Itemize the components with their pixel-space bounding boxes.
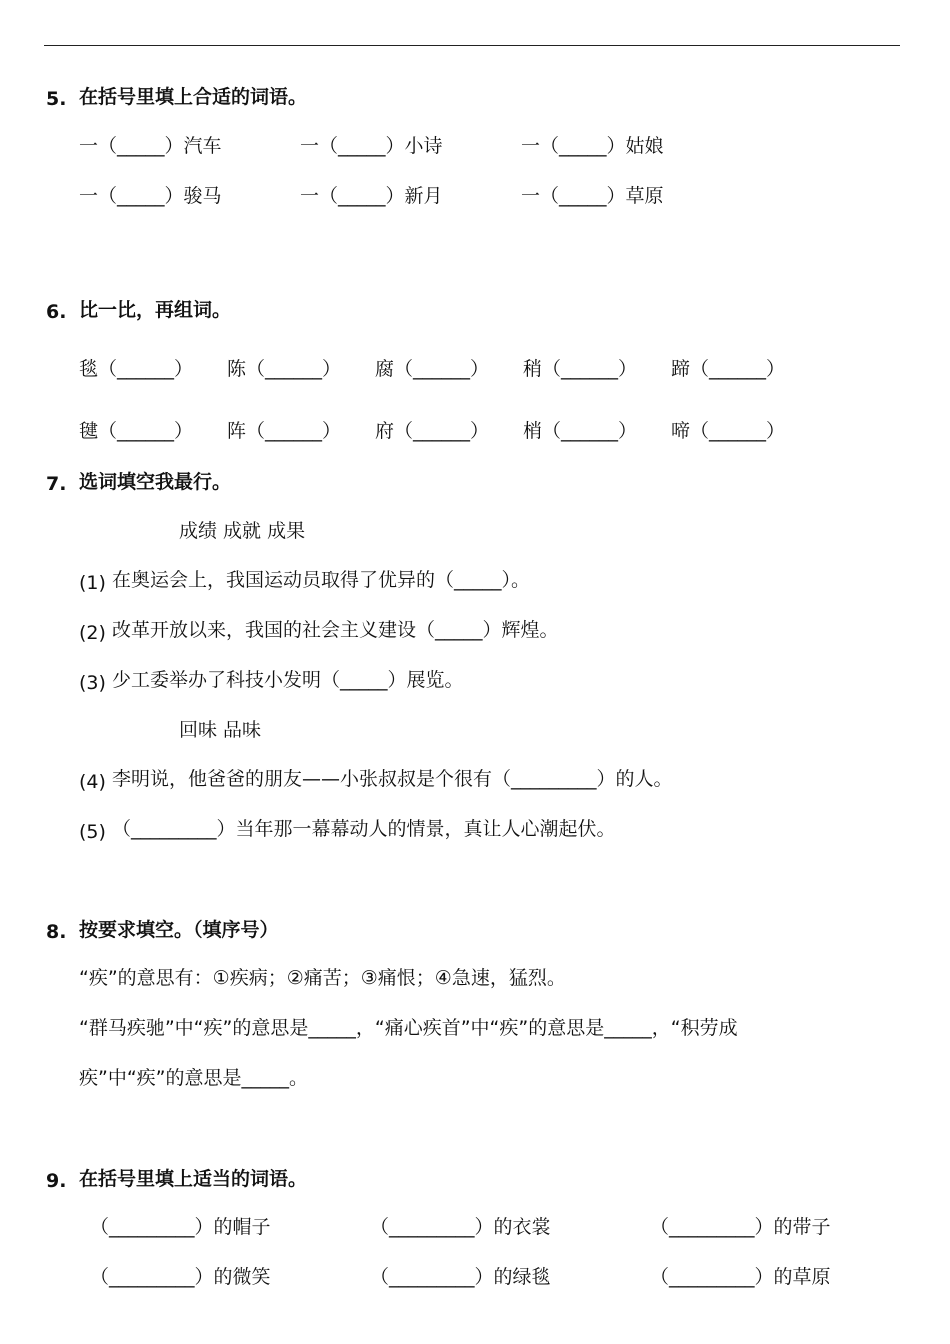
q5-item: 一（_____）小诗 — [300, 135, 443, 157]
q5-item: 一（_____）草原 — [521, 185, 664, 207]
q8-line: “群马疾驰”中“疾”的意思是_____，“痛心疾首”中“疾”的意思是_____，“积劳成 — [79, 1017, 738, 1039]
q7-item-number: (1) — [79, 572, 106, 594]
question-6-title: 比一比，再组词。 — [79, 299, 232, 321]
q7-word-choices-2: 回味 品味 — [179, 719, 262, 741]
question-8-title: 按要求填空。（填序号） — [79, 919, 279, 941]
q9-item: （_________）的衣裳 — [370, 1216, 551, 1238]
q5-item: 一（_____）新月 — [300, 185, 443, 207]
q6-item: 蹄（______） — [671, 358, 786, 380]
q7-word-choices-1: 成绩 成就 成果 — [179, 520, 306, 542]
q7-item-text: 改革开放以来，我国的社会主义建设（_____）辉煌。 — [112, 619, 559, 641]
q6-item: 稍（______） — [523, 358, 638, 380]
q6-item: 毽（______） — [79, 420, 194, 442]
header-rule — [44, 45, 900, 46]
q9-item: （_________）的帽子 — [90, 1216, 271, 1238]
q6-item: 毯（______） — [79, 358, 194, 380]
q5-item: 一（_____）姑娘 — [521, 135, 664, 157]
question-5-number: 5. — [46, 88, 67, 110]
question-9-title: 在括号里填上适当的词语。 — [79, 1168, 308, 1190]
question-9-number: 9. — [46, 1170, 67, 1192]
q7-item-number: (3) — [79, 672, 106, 694]
q6-item: 腐（______） — [375, 358, 490, 380]
question-8-number: 8. — [46, 921, 67, 943]
question-7-title: 选词填空我最行。 — [79, 471, 232, 493]
q7-item-number: (5) — [79, 821, 106, 843]
q9-item: （_________）的带子 — [650, 1216, 831, 1238]
q6-item: 啼（______） — [671, 420, 786, 442]
q6-item: 陈（______） — [227, 358, 342, 380]
q7-item-number: (4) — [79, 771, 106, 793]
q7-item-text: （_________）当年那一幕幕动人的情景，真让人心潮起伏。 — [112, 818, 616, 840]
q9-item: （_________）的微笑 — [90, 1266, 271, 1288]
question-6-number: 6. — [46, 301, 67, 323]
q7-item-number: (2) — [79, 622, 106, 644]
q5-item: 一（_____）骏马 — [79, 185, 222, 207]
q7-item-text: 李明说，他爸爸的朋友——小张叔叔是个很有（_________）的人。 — [112, 768, 673, 790]
question-5-title: 在括号里填上合适的词语。 — [79, 86, 308, 108]
q9-item: （_________）的绿毯 — [370, 1266, 551, 1288]
q6-item: 阵（______） — [227, 420, 342, 442]
q8-line: 疾”中“疾”的意思是_____。 — [79, 1067, 309, 1089]
q8-line: “疾”的意思有：①疾病；②痛苦；③痛恨；④急速，猛烈。 — [79, 967, 566, 989]
q6-item: 府（______） — [375, 420, 490, 442]
q9-item: （_________）的草原 — [650, 1266, 831, 1288]
q7-item-text: 在奥运会上，我国运动员取得了优异的（_____）。 — [112, 569, 531, 591]
question-7-number: 7. — [46, 473, 67, 495]
q5-item: 一（_____）汽车 — [79, 135, 222, 157]
q6-item: 梢（______） — [523, 420, 638, 442]
q7-item-text: 少工委举办了科技小发明（_____）展览。 — [112, 669, 464, 691]
